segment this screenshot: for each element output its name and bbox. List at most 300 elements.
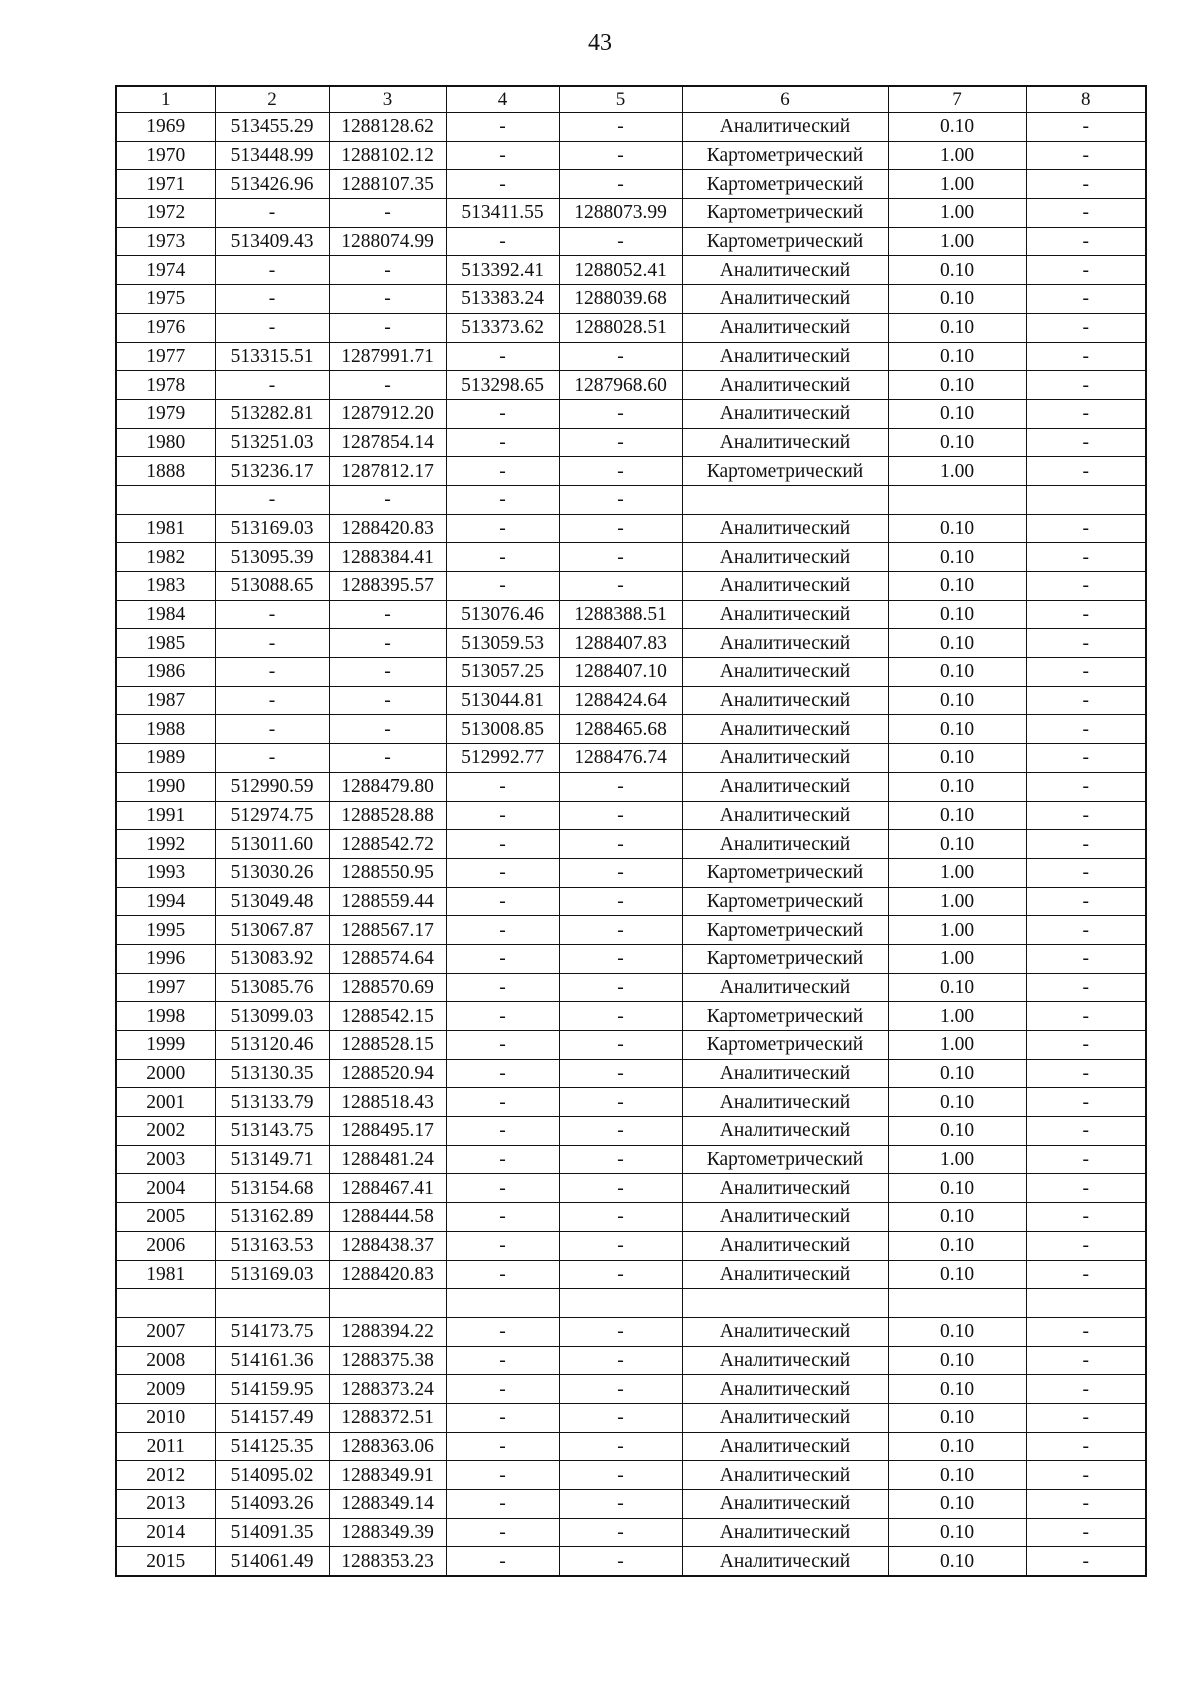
table-cell: 1.00: [888, 887, 1026, 916]
table-cell: 1999: [116, 1031, 215, 1060]
table-row: [116, 944, 1146, 973]
table-cell: Аналитический: [682, 686, 888, 715]
table-cell: 0.10: [888, 1260, 1026, 1289]
table-row: [116, 1317, 1146, 1346]
table-cell: 1288028.51: [559, 313, 682, 342]
table-cell: Аналитический: [682, 572, 888, 601]
table-cell: 1288349.39: [329, 1518, 446, 1547]
table-cell: 0.10: [888, 772, 1026, 801]
table-cell: Аналитический: [682, 658, 888, 687]
table-cell: 1977: [116, 342, 215, 371]
table-cell: 2010: [116, 1403, 215, 1432]
table-cell: -: [215, 744, 329, 773]
table-cell: -: [559, 141, 682, 170]
table-cell: [1026, 485, 1146, 514]
table-cell: 0.10: [888, 1317, 1026, 1346]
table-cell: 0.10: [888, 1088, 1026, 1117]
table-cell: 0.10: [888, 1117, 1026, 1146]
table-cell: 0.10: [888, 1518, 1026, 1547]
table-cell: [888, 485, 1026, 514]
table-cell: -: [446, 1088, 559, 1117]
table-cell: 1.00: [888, 199, 1026, 228]
table-cell: 1288349.14: [329, 1490, 446, 1519]
table-row: [116, 1547, 1146, 1576]
table-cell: 1288039.68: [559, 285, 682, 314]
table-cell: -: [559, 1031, 682, 1060]
table-cell: 0.10: [888, 1490, 1026, 1519]
table-cell: 1983: [116, 572, 215, 601]
table-cell: -: [1026, 801, 1146, 830]
table-cell: -: [1026, 772, 1146, 801]
table-row: [116, 1375, 1146, 1404]
table-cell: Аналитический: [682, 1317, 888, 1346]
table-cell: 0.10: [888, 514, 1026, 543]
table-cell: -: [329, 256, 446, 285]
table-cell: -: [559, 1260, 682, 1289]
table-cell: [116, 1289, 215, 1318]
table-cell: -: [329, 285, 446, 314]
table-cell: -: [446, 1461, 559, 1490]
table-cell: -: [1026, 313, 1146, 342]
table-cell: Аналитический: [682, 1117, 888, 1146]
column-header: 7: [888, 86, 1026, 113]
table-cell: 1.00: [888, 170, 1026, 199]
table-cell: -: [446, 1490, 559, 1519]
table-cell: 1288074.99: [329, 227, 446, 256]
table-cell: 0.10: [888, 1547, 1026, 1576]
table-cell: -: [1026, 342, 1146, 371]
table-cell: 1288567.17: [329, 916, 446, 945]
table-cell: -: [1026, 1231, 1146, 1260]
table-cell: 513067.87: [215, 916, 329, 945]
table-cell: [116, 485, 215, 514]
table-cell: Аналитический: [682, 1432, 888, 1461]
table-row: [116, 572, 1146, 601]
table-cell: 513085.76: [215, 973, 329, 1002]
table-cell: [446, 1289, 559, 1318]
table-cell: -: [559, 514, 682, 543]
table-cell: Аналитический: [682, 1059, 888, 1088]
table-cell: 1985: [116, 629, 215, 658]
table-cell: -: [215, 485, 329, 514]
table-cell: 2003: [116, 1145, 215, 1174]
table-cell: 1.00: [888, 944, 1026, 973]
table-cell: 1.00: [888, 1002, 1026, 1031]
table-cell: Аналитический: [682, 1203, 888, 1232]
table-cell: -: [559, 1317, 682, 1346]
table-cell: 513149.71: [215, 1145, 329, 1174]
table-cell: -: [446, 399, 559, 428]
table-cell: [682, 1289, 888, 1318]
table-cell: 2009: [116, 1375, 215, 1404]
table-cell: 1288388.51: [559, 600, 682, 629]
table-cell: -: [215, 256, 329, 285]
table-cell: 1288372.51: [329, 1403, 446, 1432]
table-cell: -: [1026, 1002, 1146, 1031]
column-header: 5: [559, 86, 682, 113]
table-body: [116, 113, 1146, 1577]
table-cell: 1288384.41: [329, 543, 446, 572]
table-cell: Картометрический: [682, 199, 888, 228]
table-cell: -: [1026, 227, 1146, 256]
table-cell: 513236.17: [215, 457, 329, 486]
table-cell: 513133.79: [215, 1088, 329, 1117]
table-cell: -: [446, 1375, 559, 1404]
table-cell: -: [559, 572, 682, 601]
coordinates-table: [115, 85, 1147, 1577]
table-cell: -: [446, 457, 559, 486]
table-cell: 514157.49: [215, 1403, 329, 1432]
table-row: [116, 1174, 1146, 1203]
table-cell: -: [446, 1432, 559, 1461]
table-cell: -: [559, 916, 682, 945]
table-row: [116, 1490, 1146, 1519]
table-cell: Аналитический: [682, 285, 888, 314]
table-cell: -: [1026, 141, 1146, 170]
table-cell: 513057.25: [446, 658, 559, 687]
table-cell: -: [1026, 428, 1146, 457]
table-cell: 1.00: [888, 227, 1026, 256]
table-cell: -: [446, 944, 559, 973]
table-cell: 2011: [116, 1432, 215, 1461]
column-header: 4: [446, 86, 559, 113]
table-cell: Аналитический: [682, 1174, 888, 1203]
table-row: [116, 973, 1146, 1002]
table-cell: 1288373.24: [329, 1375, 446, 1404]
table-cell: -: [1026, 1031, 1146, 1060]
table-cell: 1993: [116, 858, 215, 887]
table-cell: Картометрический: [682, 858, 888, 887]
table-cell: 1982: [116, 543, 215, 572]
table-cell: -: [446, 830, 559, 859]
table-cell: -: [1026, 399, 1146, 428]
table-cell: 513373.62: [446, 313, 559, 342]
table-cell: -: [1026, 543, 1146, 572]
table-cell: 1288465.68: [559, 715, 682, 744]
table-row: [116, 285, 1146, 314]
table-cell: 1288073.99: [559, 199, 682, 228]
table-cell: 0.10: [888, 801, 1026, 830]
table-cell: 2007: [116, 1317, 215, 1346]
table-cell: -: [446, 342, 559, 371]
table-cell: -: [1026, 916, 1146, 945]
table-cell: 2004: [116, 1174, 215, 1203]
table-cell: -: [1026, 256, 1146, 285]
table-cell: -: [446, 543, 559, 572]
table-cell: -: [559, 399, 682, 428]
table-cell: 1976: [116, 313, 215, 342]
table-cell: Аналитический: [682, 113, 888, 142]
table-cell: -: [559, 1432, 682, 1461]
table-cell: Аналитический: [682, 600, 888, 629]
table-row: [116, 715, 1146, 744]
table-cell: -: [329, 658, 446, 687]
table-cell: 1981: [116, 1260, 215, 1289]
table-cell: Аналитический: [682, 399, 888, 428]
page-number: 43: [588, 30, 612, 56]
table-cell: -: [559, 1145, 682, 1174]
table-cell: -: [1026, 658, 1146, 687]
table-cell: 1288394.22: [329, 1317, 446, 1346]
table-cell: -: [329, 371, 446, 400]
table-cell: 1981: [116, 514, 215, 543]
table-cell: 1970: [116, 141, 215, 170]
table-cell: Аналитический: [682, 772, 888, 801]
table-cell: -: [559, 457, 682, 486]
table-cell: 1288353.23: [329, 1547, 446, 1576]
table-cell: 0.10: [888, 285, 1026, 314]
table-cell: 1287968.60: [559, 371, 682, 400]
table-cell: 1288424.64: [559, 686, 682, 715]
table-cell: 1987: [116, 686, 215, 715]
table-cell: 1974: [116, 256, 215, 285]
table-cell: 1287812.17: [329, 457, 446, 486]
table-cell: [888, 1289, 1026, 1318]
table-cell: -: [559, 1117, 682, 1146]
table-cell: 1288052.41: [559, 256, 682, 285]
table-cell: Картометрический: [682, 1031, 888, 1060]
table-cell: -: [559, 543, 682, 572]
table-cell: -: [559, 1518, 682, 1547]
table-cell: 0.10: [888, 744, 1026, 773]
table-cell: -: [1026, 715, 1146, 744]
table-cell: 513298.65: [446, 371, 559, 400]
table-row: [116, 772, 1146, 801]
table-cell: 1972: [116, 199, 215, 228]
table-cell: 514091.35: [215, 1518, 329, 1547]
table-cell: 2012: [116, 1461, 215, 1490]
table-cell: -: [559, 830, 682, 859]
table-cell: 0.10: [888, 600, 1026, 629]
table-cell: -: [559, 485, 682, 514]
table-cell: 513315.51: [215, 342, 329, 371]
table-cell: Картометрический: [682, 457, 888, 486]
table-cell: 0.10: [888, 371, 1026, 400]
table-cell: Аналитический: [682, 1088, 888, 1117]
table-cell: 1288542.72: [329, 830, 446, 859]
table-row: [116, 227, 1146, 256]
table-cell: 1287854.14: [329, 428, 446, 457]
table-cell: 1288375.38: [329, 1346, 446, 1375]
table-cell: -: [446, 572, 559, 601]
table-cell: 1989: [116, 744, 215, 773]
table-cell: -: [559, 973, 682, 1002]
table-cell: -: [1026, 170, 1146, 199]
table-cell: 1288107.35: [329, 170, 446, 199]
table-cell: -: [446, 428, 559, 457]
table-cell: 1288128.62: [329, 113, 446, 142]
table-cell: 512992.77: [446, 744, 559, 773]
table-cell: -: [446, 514, 559, 543]
table-cell: 514159.95: [215, 1375, 329, 1404]
table-row: [116, 514, 1146, 543]
table-cell: 0.10: [888, 629, 1026, 658]
table-cell: -: [559, 944, 682, 973]
table-cell: 1288467.41: [329, 1174, 446, 1203]
table-row: [116, 485, 1146, 514]
table-cell: 0.10: [888, 830, 1026, 859]
table-cell: Картометрический: [682, 1145, 888, 1174]
table-cell: 0.10: [888, 113, 1026, 142]
table-cell: 513448.99: [215, 141, 329, 170]
table-cell: 1969: [116, 113, 215, 142]
table-cell: [215, 1289, 329, 1318]
table-cell: 1979: [116, 399, 215, 428]
table-cell: -: [559, 1088, 682, 1117]
table-cell: -: [1026, 1518, 1146, 1547]
table-cell: -: [559, 1346, 682, 1375]
table-cell: Аналитический: [682, 1461, 888, 1490]
table-cell: 513411.55: [446, 199, 559, 228]
table-cell: 2006: [116, 1231, 215, 1260]
table-row: [116, 801, 1146, 830]
table-cell: Аналитический: [682, 256, 888, 285]
table-cell: Картометрический: [682, 887, 888, 916]
table-row: [116, 1231, 1146, 1260]
table-cell: Картометрический: [682, 944, 888, 973]
table-cell: 0.10: [888, 399, 1026, 428]
table-cell: 1.00: [888, 1031, 1026, 1060]
table-row: [116, 342, 1146, 371]
table-row: [116, 141, 1146, 170]
table-cell: -: [446, 485, 559, 514]
table-cell: 1288476.74: [559, 744, 682, 773]
table-cell: 0.10: [888, 1432, 1026, 1461]
table-cell: -: [446, 1174, 559, 1203]
table-cell: 512974.75: [215, 801, 329, 830]
table-cell: -: [446, 1117, 559, 1146]
table-cell: -: [1026, 629, 1146, 658]
table-cell: 0.10: [888, 342, 1026, 371]
table-cell: -: [446, 1260, 559, 1289]
table-cell: 513409.43: [215, 227, 329, 256]
table-cell: -: [1026, 1117, 1146, 1146]
table-cell: -: [1026, 285, 1146, 314]
table-cell: -: [1026, 887, 1146, 916]
table-cell: 513162.89: [215, 1203, 329, 1232]
table-row: [116, 1461, 1146, 1490]
table-row: [116, 399, 1146, 428]
table-cell: 2000: [116, 1059, 215, 1088]
table-cell: 513455.29: [215, 113, 329, 142]
table-cell: Аналитический: [682, 428, 888, 457]
table-cell: -: [215, 199, 329, 228]
table-cell: -: [559, 1174, 682, 1203]
table-cell: -: [446, 1002, 559, 1031]
column-header: 8: [1026, 86, 1146, 113]
table-row: [116, 199, 1146, 228]
table-cell: -: [559, 227, 682, 256]
table-row: [116, 1289, 1146, 1318]
table-cell: 0.10: [888, 1203, 1026, 1232]
table-cell: 1994: [116, 887, 215, 916]
table-cell: -: [1026, 1490, 1146, 1519]
table-row: [116, 256, 1146, 285]
table-cell: 513251.03: [215, 428, 329, 457]
table-cell: -: [559, 1002, 682, 1031]
table-cell: Картометрический: [682, 141, 888, 170]
table-cell: -: [329, 715, 446, 744]
table-row: [116, 1031, 1146, 1060]
table-cell: 514173.75: [215, 1317, 329, 1346]
table-cell: 514125.35: [215, 1432, 329, 1461]
table-cell: -: [1026, 1260, 1146, 1289]
table-cell: 1998: [116, 1002, 215, 1031]
table-row: [116, 1145, 1146, 1174]
table-cell: -: [1026, 1461, 1146, 1490]
table-row: [116, 686, 1146, 715]
table-cell: -: [1026, 1317, 1146, 1346]
table-cell: 1.00: [888, 1145, 1026, 1174]
table-cell: -: [446, 1346, 559, 1375]
table-cell: -: [1026, 514, 1146, 543]
table-cell: -: [329, 485, 446, 514]
table-cell: -: [446, 1203, 559, 1232]
table-cell: 1888: [116, 457, 215, 486]
table-cell: 513392.41: [446, 256, 559, 285]
table-cell: 0.10: [888, 686, 1026, 715]
table-cell: Картометрический: [682, 1002, 888, 1031]
column-header: 1: [116, 86, 215, 113]
table-cell: -: [1026, 944, 1146, 973]
table-cell: -: [559, 113, 682, 142]
table-cell: 514095.02: [215, 1461, 329, 1490]
table-row: [116, 916, 1146, 945]
table-cell: 513383.24: [446, 285, 559, 314]
table-cell: -: [446, 113, 559, 142]
table-cell: 514093.26: [215, 1490, 329, 1519]
table-cell: -: [1026, 1375, 1146, 1404]
table-cell: 1997: [116, 973, 215, 1002]
table-cell: 1288528.15: [329, 1031, 446, 1060]
table-cell: -: [559, 1203, 682, 1232]
table-row: [116, 830, 1146, 859]
table-cell: -: [329, 600, 446, 629]
table-cell: -: [329, 686, 446, 715]
table-cell: 513076.46: [446, 600, 559, 629]
table-cell: -: [1026, 600, 1146, 629]
table-cell: 513163.53: [215, 1231, 329, 1260]
table-cell: Картометрический: [682, 170, 888, 199]
table-cell: -: [446, 1059, 559, 1088]
table-cell: 1971: [116, 170, 215, 199]
table-cell: 1288520.94: [329, 1059, 446, 1088]
column-header: 3: [329, 86, 446, 113]
table-cell: -: [1026, 371, 1146, 400]
table-cell: Аналитический: [682, 1547, 888, 1576]
table-cell: -: [1026, 1145, 1146, 1174]
table-cell: -: [215, 313, 329, 342]
table-cell: [682, 485, 888, 514]
table-cell: 513282.81: [215, 399, 329, 428]
table-cell: -: [446, 801, 559, 830]
table-cell: -: [329, 199, 446, 228]
table-row: [116, 744, 1146, 773]
table-cell: Аналитический: [682, 1231, 888, 1260]
table-cell: Аналитический: [682, 715, 888, 744]
table-row: [116, 1346, 1146, 1375]
table-cell: 0.10: [888, 313, 1026, 342]
table-cell: 513169.03: [215, 1260, 329, 1289]
table-cell: -: [1026, 830, 1146, 859]
table-row: [116, 1403, 1146, 1432]
table-row: [116, 600, 1146, 629]
table-cell: 1288528.88: [329, 801, 446, 830]
table-cell: 2005: [116, 1203, 215, 1232]
table-cell: 1288542.15: [329, 1002, 446, 1031]
table-row: [116, 113, 1146, 142]
table-cell: 1288363.06: [329, 1432, 446, 1461]
